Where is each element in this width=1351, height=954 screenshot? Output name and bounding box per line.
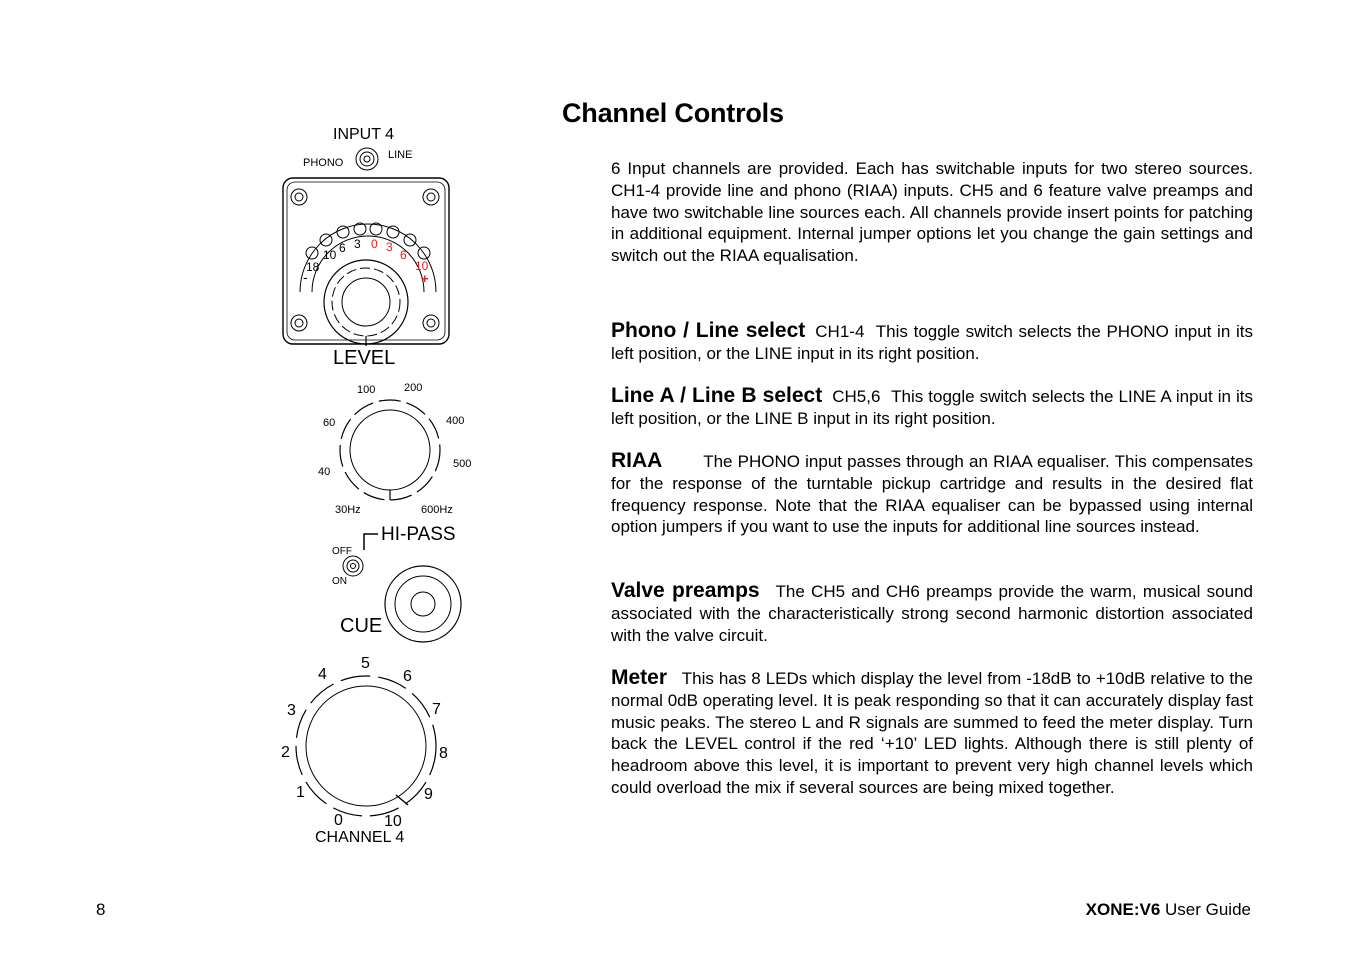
fader-tick: 6 (403, 668, 412, 685)
section-body: This toggle switch selects the PHONO input in its left position, or the LINE input in its right position. (611, 322, 1253, 363)
intro-paragraph: 6 Input channels are provided. Each has switchable inputs for two stereo sources. CH1-4 provide line and phono (RIAA) inputs. CH5 and 6 feature valve preamps and have two switchable line sources each. All channels provide insert points for patching in additional equipment. Internal jumper options let you change the gain settings and switch out the RIAA equalisation. (611, 159, 1253, 266)
meter-label-red: 6 (400, 248, 407, 262)
meter-label: 3 (354, 237, 361, 251)
hipass-tick: 500 (453, 458, 472, 470)
level-label: LEVEL (333, 347, 396, 369)
phono-label: PHONO (303, 157, 344, 169)
fader-tick: 1 (296, 784, 305, 801)
level-knob[interactable] (324, 260, 408, 346)
level-module (283, 178, 449, 346)
hipass-tick: 60 (323, 417, 336, 429)
hipass-tick: 40 (318, 466, 331, 478)
screw-icon (291, 315, 307, 331)
hipass-tick: 30Hz (335, 504, 361, 516)
fader-tick: 5 (361, 655, 370, 672)
meter-label-red: 3 (386, 240, 393, 254)
section-heading: Line A / Line B select (611, 384, 823, 407)
hipass-knob[interactable] (340, 400, 440, 500)
led (387, 226, 399, 238)
fader-tick: 4 (318, 666, 327, 683)
section-heading: Valve preamps (611, 579, 760, 602)
meter-label-red: 0 (371, 237, 378, 251)
hipass-tick: 100 (357, 384, 376, 396)
meter-minus: - (303, 269, 308, 285)
screw-icon (291, 189, 307, 205)
meter-label: 18 (306, 260, 320, 274)
fader-tick: 0 (334, 812, 343, 829)
section-heading: Phono / Line select (611, 319, 806, 342)
section-heading: RIAA (611, 449, 663, 472)
cue-label: CUE (340, 615, 383, 637)
page-title: Channel Controls (562, 98, 784, 128)
section-body: This toggle switch selects the LINE A input in its left position, or the LINE B input in its right position. (611, 387, 1253, 428)
fader-tick: 8 (439, 745, 448, 762)
section-tag: CH1-4 (815, 322, 865, 341)
section-heading: Meter (611, 666, 668, 689)
phono-line-toggle[interactable] (356, 148, 378, 170)
hipass-label: HI-PASS (381, 524, 456, 545)
screw-icon (423, 189, 439, 205)
fader-tick: 3 (287, 702, 296, 719)
brand-name: XONE:V6 (1085, 900, 1161, 919)
hipass-tick: 600Hz (421, 504, 453, 516)
screw-icon (423, 315, 439, 331)
fader-tick: 9 (424, 786, 433, 803)
on-label: ON (332, 576, 347, 587)
meter-label: 6 (339, 241, 346, 255)
led (320, 234, 332, 246)
hipass-toggle[interactable] (343, 556, 363, 576)
led (404, 234, 416, 246)
guide-label: User Guide (1165, 900, 1251, 919)
page-number: 8 (96, 900, 106, 919)
led (337, 226, 349, 238)
cue-button[interactable] (385, 566, 461, 642)
meter-plus: + (421, 271, 429, 286)
fader-tick: 10 (384, 813, 402, 830)
meter-label: 10 (323, 248, 337, 262)
section-tag: CH5,6 (832, 387, 881, 406)
meter-label-red: 10 (415, 259, 429, 273)
section-body: The CH5 and CH6 preamps provide the warm, musical sound associated with the characteristically strong second harmonic distortion associated with the valve circuit. (611, 582, 1254, 645)
off-label: OFF (332, 546, 352, 557)
hipass-tick: 400 (446, 415, 465, 427)
section-body: This has 8 LEDs which display the level from -18dB to +10dB relative to the normal 0dB operating level. It is peak responding so that it can accurately display fast music peaks. The stereo L and R signals are summed to feed the meter display. Turn back the LEVEL control if the red ‘+10’ LED lights. Although there is still plenty of headroom above this level, it is important to prevent very high channel levels which could overload the mix if several sources are being mixed together. (611, 669, 1254, 797)
hipass-tick: 200 (404, 382, 423, 394)
channel-label: CHANNEL 4 (315, 829, 405, 846)
fader-tick: 2 (281, 744, 290, 761)
section-body: The PHONO input passes through an RIAA equaliser. This compensates for the response of the turntable pickup cartridge and results in the desired flat frequency response. Note that the RIAA equaliser can be bypassed using internal option jumpers if you want to use the inputs for additional line sources instead. (611, 452, 1253, 537)
input-label: INPUT 4 (333, 126, 395, 143)
channel-level-knob[interactable] (296, 676, 436, 816)
line-label: LINE (388, 149, 413, 161)
fader-tick: 7 (432, 701, 441, 718)
